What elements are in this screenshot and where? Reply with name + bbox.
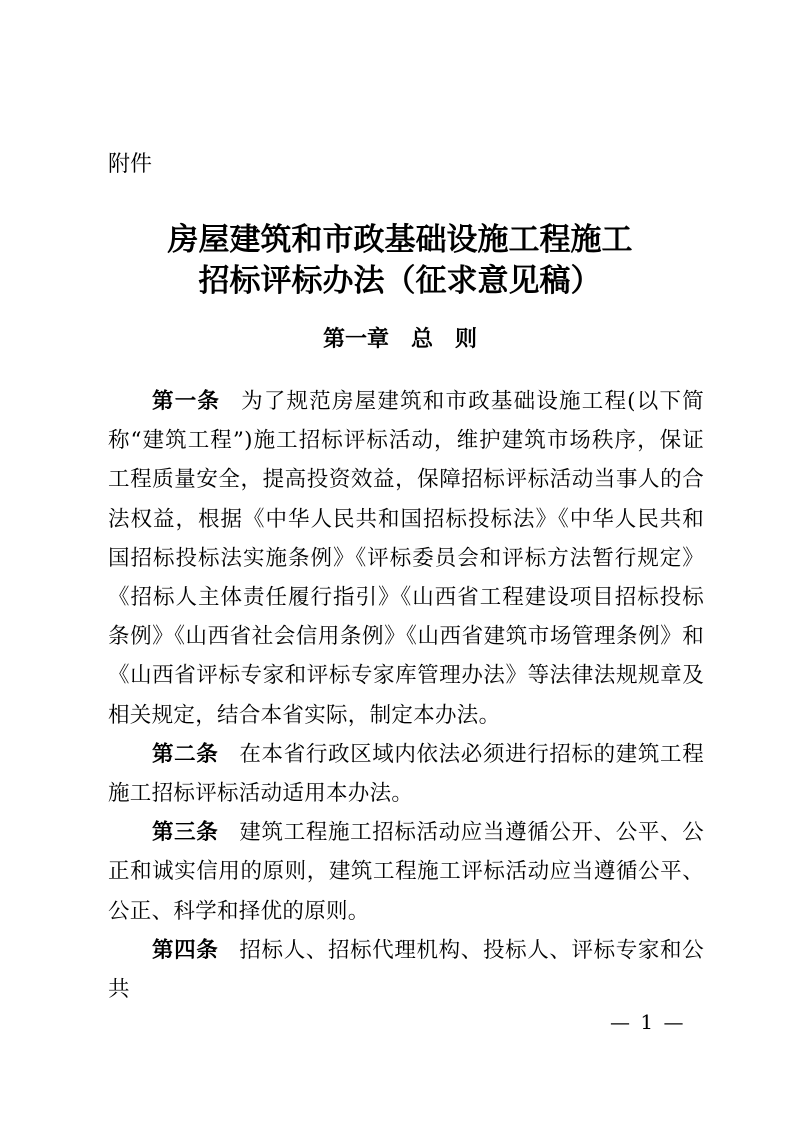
chapter-name: 总 则: [411, 327, 478, 352]
document-title-line-1: 房屋建筑和市政基础设施工程施工: [167, 222, 633, 258]
document-title-line-2: 招标评标办法（征求意见稿）: [198, 263, 602, 299]
page-number: — 1 —: [610, 1010, 686, 1034]
document-body: [108, 382, 704, 1009]
article-label: 第一条: [152, 389, 221, 414]
chapter-number: 第一章: [322, 327, 389, 352]
article-2: [108, 735, 704, 813]
article-text: 建筑工程施工招标活动应当遵循公开、公平、公正和诚实信用的原则，建筑工程施工评标活动应当遵循公平、公正、科学和择优的原则。: [108, 820, 704, 924]
article-text: 在本省行政区域内依法必须进行招标的建筑工程施工招标评标活动适用本办法。: [108, 741, 704, 807]
chapter-heading: [0, 324, 800, 356]
attachment-label: 附件: [108, 152, 153, 177]
article-1: [108, 382, 704, 735]
article-4: [108, 931, 704, 1009]
article-label: 第二条: [152, 741, 219, 767]
article-label: 第四条: [152, 937, 219, 963]
article-label: 第三条: [152, 820, 219, 846]
article-3: [108, 813, 704, 931]
article-text: 招标人、招标代理机构、投标人、评标专家和公共: [108, 937, 704, 1003]
article-text: 为了规范房屋建筑和市政基础设施工程(以下简称“建筑工程”)施工招标评标活动，维护建筑市场秩序，保证工程质量安全，提高投资效益，保障招标评标活动当事人的合法权益，根据《中华人民共和国招标投标法》《中华人民共和国招标投标法实施条例》《评标委员会和评标方法暂行规定》《招标人主体责任履行指引》《山西省工程建设项目招标投标条例》《山西省社会信用条例》《山西省建筑市场管理条例》和《山西省评标专家和评标专家库管理办法》等法律法规规章及相关规定，结合本省实际，制定本办法。: [108, 389, 704, 728]
